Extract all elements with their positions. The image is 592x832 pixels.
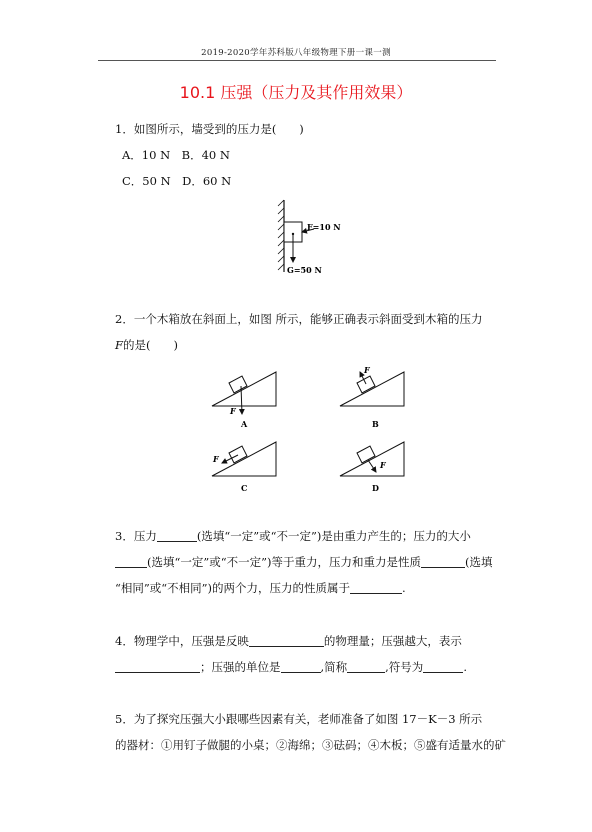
option-c-figure bbox=[212, 442, 276, 493]
q1-options-ab: A．10 N B．40 N bbox=[122, 148, 230, 162]
q3-blank-2[interactable] bbox=[115, 555, 147, 568]
q3-line1-a: 3．压力 bbox=[115, 529, 157, 543]
q5-line1: 5．为了探究压强大小跟哪些因素有关，老师准备了如图 17－K－3 所示 bbox=[115, 712, 483, 726]
q4-line2-b: ,简称 bbox=[320, 660, 348, 674]
q2-force-var: F bbox=[115, 338, 123, 352]
option-b-force-label: F bbox=[364, 365, 370, 375]
q4-blank-4[interactable] bbox=[347, 660, 385, 673]
page-title: 10.1 压强（压力及其作用效果） bbox=[179, 83, 413, 102]
option-c-label: C bbox=[241, 483, 248, 493]
q3-blank-3[interactable] bbox=[421, 555, 465, 568]
option-a-figure bbox=[212, 372, 276, 429]
gravity-label: G=50 N bbox=[287, 265, 322, 275]
header-rule bbox=[98, 60, 496, 61]
q1-figure bbox=[270, 196, 350, 276]
q2-stem-line2 bbox=[115, 337, 178, 353]
option-b-label: B bbox=[372, 419, 379, 429]
q3-line3-a: “相同”或“不相同”)的两个力，压力的性质属于 bbox=[115, 581, 351, 595]
q4-line1-b: 的物理量；压强越大，表示 bbox=[323, 634, 462, 648]
option-d-force-label: F bbox=[380, 460, 386, 470]
q3-line3-end: . bbox=[402, 581, 406, 595]
option-c-force-label: F bbox=[213, 454, 219, 464]
q4-blank-1[interactable] bbox=[249, 634, 324, 647]
option-d-label: D bbox=[372, 483, 379, 493]
q3-blank-1[interactable] bbox=[157, 529, 197, 542]
q3-blank-4[interactable] bbox=[350, 581, 402, 594]
q4-line2-c: ,符号为 bbox=[385, 660, 424, 674]
q4-line2-a: ；压强的单位是 bbox=[200, 660, 281, 674]
q3-line2 bbox=[115, 554, 493, 570]
q1-options-cd: C．50 N D．60 N bbox=[122, 174, 232, 188]
q3-line2-b: (选填 bbox=[465, 555, 493, 569]
q2-stem-line2-rest: 的是( ) bbox=[122, 338, 178, 352]
q2-figures bbox=[200, 360, 420, 500]
option-d-figure bbox=[340, 442, 404, 493]
q2-stem-line1: 2．一个木箱放在斜面上，如图 所示，能够正确表示斜面受到木箱的压力 bbox=[115, 312, 483, 326]
page-header: 2019-2020学年苏科版八年级物理下册一课一测 bbox=[201, 48, 391, 58]
q3-line1 bbox=[115, 528, 471, 544]
q3-line1-b: (选填“一定”或“不一定”)是由重力产生的；压力的大小 bbox=[196, 529, 471, 543]
option-b-figure bbox=[340, 365, 404, 429]
q4-blank-3[interactable] bbox=[281, 660, 321, 673]
wall bbox=[278, 200, 284, 272]
option-a-label: A bbox=[241, 419, 248, 429]
q4-blank-2[interactable] bbox=[115, 660, 200, 673]
q5-line2: 的器材：①用钉子做腿的小桌；②海绵；③砝码；④木板；⑤盛有适量水的矿 bbox=[115, 738, 506, 752]
q3-line3 bbox=[115, 580, 406, 596]
force-label: F=10 N bbox=[307, 222, 341, 232]
q3-line2-a: (选填“一定”或“不一定”)等于重力，压力和重力是性质 bbox=[147, 555, 421, 569]
q4-line1-a: 4．物理学中，压强是反映 bbox=[115, 634, 249, 648]
q1-stem: 1．如图所示，墙受到的压力是( ) bbox=[115, 122, 304, 136]
q4-blank-5[interactable] bbox=[423, 660, 463, 673]
option-a-force-label: F bbox=[230, 406, 236, 416]
q4-line2 bbox=[115, 659, 467, 675]
q4-line2-end: . bbox=[463, 660, 467, 674]
q4-line1 bbox=[115, 633, 462, 649]
